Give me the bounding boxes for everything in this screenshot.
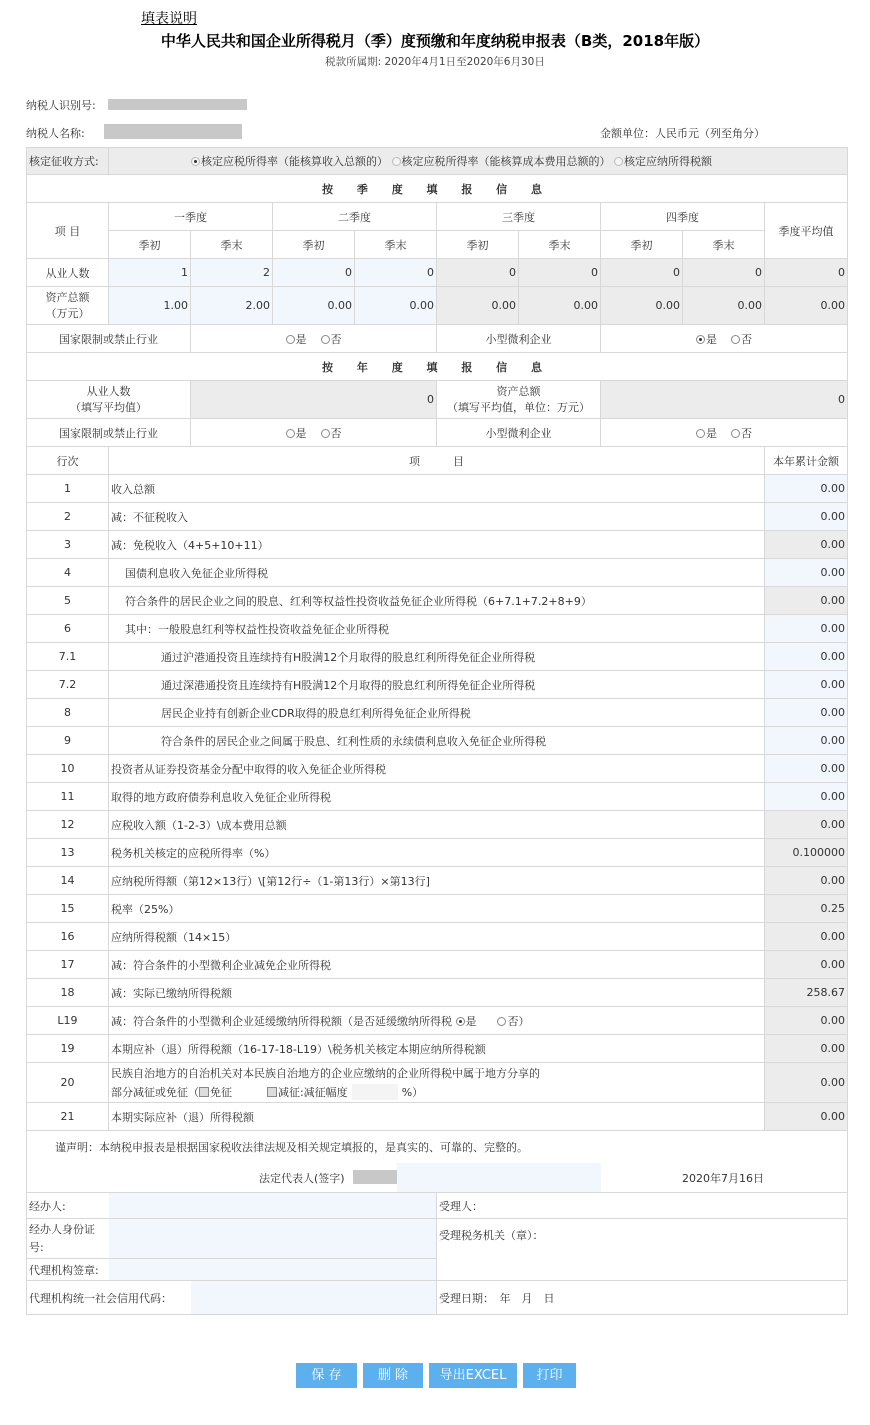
page-title: 中华人民共和国企业所得税月（季）度预缴和年度纳税申报表（B类，2018年版） — [160, 32, 710, 50]
row-amount: 0.00 — [765, 1063, 848, 1103]
table-row — [27, 783, 848, 811]
levy-method-options — [109, 148, 848, 175]
levy-method-label: 核定征收方式: — [27, 148, 109, 175]
table-row — [27, 503, 848, 531]
employees-label: 从业人数 — [27, 259, 109, 287]
q3-end-employees: 0 — [519, 259, 601, 287]
annual-employees-label: 从业人数 （填写平均值） — [27, 381, 191, 419]
row-text: 本期应补（退）所得税额（16-17-18-L19）\税务机关核定本期应纳所得税额 — [109, 1035, 765, 1063]
row-text: 减：实际已缴纳所得税额 — [109, 979, 765, 1007]
row-no: 9 — [27, 727, 109, 755]
row-text: 减：符合条件的小型微利企业延缓缴纳所得税额（是否延缓缴纳所得税 是 否） — [109, 1007, 765, 1035]
handler-id-label: 经办人身份证号: — [27, 1219, 109, 1259]
checkbox-icon — [267, 1087, 277, 1097]
table-row — [27, 1007, 848, 1035]
q3-header: 三季度 — [437, 203, 601, 231]
row-text: 减：免税收入（4+5+10+11） — [109, 531, 765, 559]
radio-icon — [696, 335, 705, 344]
q1-end-assets[interactable]: 2.00 — [191, 287, 273, 325]
annual-small-label: 小型微利企业 — [437, 419, 601, 447]
taxpayer-id-redacted — [108, 99, 247, 110]
row-text: 居民企业持有创新企业CDR取得的股息红利所得免征企业所得税 — [109, 699, 765, 727]
table-row — [27, 951, 848, 979]
row-text: 符合条件的居民企业之间的股息、红利等权益性投资收益免征企业所得税（6+7.1+7.2+8+9） — [109, 587, 765, 615]
currency-unit: 金额单位：人民币元（列至角分） — [600, 127, 765, 140]
table-row — [27, 895, 848, 923]
row-no: 3 — [27, 531, 109, 559]
table-row — [27, 867, 848, 895]
q2-start-assets[interactable]: 0.00 — [273, 287, 355, 325]
reduce-checkbox[interactable]: 减征:减征幅度 — [267, 1086, 348, 1099]
handler-id-input[interactable] — [109, 1219, 437, 1259]
row-amount[interactable]: 0.00 — [765, 503, 848, 531]
row-text: 减：不征税收入 — [109, 503, 765, 531]
table-row — [27, 475, 848, 503]
row-no: 11 — [27, 783, 109, 811]
receive-date-label: 受理日期： 年 月 日 — [437, 1281, 848, 1315]
q4-end-header: 季末 — [683, 231, 765, 259]
line-item-header: 项 目 — [109, 447, 765, 475]
agency-code-input[interactable] — [191, 1281, 437, 1315]
table-row — [27, 615, 848, 643]
radio-icon — [731, 335, 740, 344]
row-amount: 0.00 — [765, 867, 848, 895]
radio-icon — [497, 1017, 506, 1026]
radio-icon — [321, 429, 330, 438]
row-no: 16 — [27, 923, 109, 951]
taxpayer-id-label: 纳税人识别号: — [26, 99, 96, 112]
row-text: 应纳税所得额（第12×13行）\[第12行÷（1-第13行）×第13行] — [109, 867, 765, 895]
table-row — [27, 671, 848, 699]
q1-header: 一季度 — [109, 203, 273, 231]
row-text: 税务机关核定的应税所得率（%） — [109, 839, 765, 867]
radio-icon — [321, 335, 330, 344]
table-row — [27, 1035, 848, 1063]
assets-label: 资产总额 （万元） — [27, 287, 109, 325]
row-text: 应税收入额（1-2-3）\成本费用总额 — [109, 811, 765, 839]
row-no: 15 — [27, 895, 109, 923]
row-no: 17 — [27, 951, 109, 979]
table-row — [27, 755, 848, 783]
q1-start-assets[interactable]: 1.00 — [109, 287, 191, 325]
radio-icon — [696, 429, 705, 438]
levy-option-fixed-amount[interactable]: 核定应纳所得税额 — [614, 155, 712, 168]
handler-input[interactable] — [109, 1193, 437, 1219]
handler-label: 经办人: — [27, 1193, 109, 1219]
receiver-label: 受理人： — [437, 1193, 848, 1219]
row-no: 7.2 — [27, 671, 109, 699]
delete-button[interactable]: 删 除 — [363, 1363, 423, 1388]
row-amount: 0.00 — [765, 811, 848, 839]
row-amount: 0.00 — [765, 587, 848, 615]
q1-start-employees[interactable]: 1 — [109, 259, 191, 287]
table-row — [27, 923, 848, 951]
row-text: 国债利息收入免征企业所得税 — [109, 559, 765, 587]
row-no: 14 — [27, 867, 109, 895]
receiving-office-label: 受理税务机关（章）： — [437, 1219, 848, 1281]
annual-assets-value: 0 — [601, 381, 848, 419]
avg-header: 季度平均值 — [765, 203, 848, 259]
row-no: 1 — [27, 475, 109, 503]
quarter-section-title: 按 季 度 填 报 信 息 — [27, 175, 848, 203]
exempt-checkbox[interactable]: 免征 — [199, 1086, 232, 1099]
row-amount: 0.100000 — [765, 839, 848, 867]
row-amount: 0.00 — [765, 951, 848, 979]
reduce-percent-input[interactable] — [352, 1084, 398, 1100]
q3-end-header: 季末 — [519, 231, 601, 259]
row-no: 6 — [27, 615, 109, 643]
amount-header: 本年累计金额 — [765, 447, 848, 475]
q3-start-assets: 0.00 — [437, 287, 519, 325]
row-amount: 0.00 — [765, 923, 848, 951]
small-yes-radio[interactable]: 是 — [696, 333, 717, 346]
row-no: 19 — [27, 1035, 109, 1063]
annual-section-title: 按 年 度 填 报 信 息 — [27, 353, 848, 381]
row-no: L19 — [27, 1007, 109, 1035]
tax-return-table — [26, 147, 848, 1315]
row-text: 税率（25%） — [109, 895, 765, 923]
defer-yes-radio[interactable]: 是 — [456, 1015, 477, 1028]
q3-start-header: 季初 — [437, 231, 519, 259]
levy-option-income-rate[interactable]: 核定应税所得率（能核算收入总额的） — [191, 155, 388, 168]
q1-end-header: 季末 — [191, 231, 273, 259]
row-no: 8 — [27, 699, 109, 727]
taxpayer-name-redacted — [104, 124, 242, 139]
row-no-header: 行次 — [27, 447, 109, 475]
signature-row — [27, 1163, 848, 1193]
row-amount: 258.67 — [765, 979, 848, 1007]
row-amount[interactable]: 0.00 — [765, 727, 848, 755]
q4-end-employees: 0 — [683, 259, 765, 287]
row-text: 取得的地方政府债券利息收入免征企业所得税 — [109, 783, 765, 811]
avg-employees: 0 — [765, 259, 848, 287]
row-no: 4 — [27, 559, 109, 587]
agency-seal-input[interactable] — [109, 1259, 437, 1281]
annual-restricted-options — [191, 419, 437, 447]
annual-employees-value: 0 — [191, 381, 437, 419]
restricted-industry-label: 国家限制或禁止行业 — [27, 325, 191, 353]
table-row — [27, 643, 848, 671]
annual-small-options — [601, 419, 848, 447]
table-row — [27, 727, 848, 755]
defer-no-radio[interactable]: 否） — [497, 1015, 529, 1028]
row-no: 7.1 — [27, 643, 109, 671]
row-text: 投资者从证券投资基金分配中取得的收入免征企业所得税 — [109, 755, 765, 783]
row-text: 通过沪港通投资且连续持有H股满12个月取得的股息红利所得免征企业所得税 — [109, 643, 765, 671]
annual-restricted-label: 国家限制或禁止行业 — [27, 419, 191, 447]
row-amount: 0.00 — [765, 531, 848, 559]
q4-start-header: 季初 — [601, 231, 683, 259]
q2-start-employees[interactable]: 0 — [273, 259, 355, 287]
q3-end-assets: 0.00 — [519, 287, 601, 325]
item-header: 项 目 — [27, 203, 109, 259]
row-no: 13 — [27, 839, 109, 867]
restricted-no-radio[interactable]: 否 — [321, 333, 342, 346]
row-no: 20 — [27, 1063, 109, 1103]
table-row — [27, 559, 848, 587]
radio-icon — [731, 429, 740, 438]
row-text: 民族自治地方的自治机关对本民族自治地方的企业应缴纳的企业所得税中属于地方分享的 部分减征或免征（ 免征 减征:减征幅度 %） — [109, 1063, 765, 1103]
radio-icon — [614, 157, 623, 166]
table-row — [27, 1063, 848, 1103]
row-text: 符合条件的居民企业之间属于股息、红利性质的永续债利息收入免征企业所得税 — [109, 727, 765, 755]
table-row — [27, 811, 848, 839]
small-no-radio[interactable]: 否 — [731, 333, 752, 346]
restricted-industry-options — [191, 325, 437, 353]
radio-icon — [286, 335, 295, 344]
tax-period: 税款所属期: 2020年4月1日至2020年6月30日 — [325, 56, 545, 68]
row-amount: 0.25 — [765, 895, 848, 923]
q1-end-employees[interactable]: 2 — [191, 259, 273, 287]
declaration: 谨声明：本纳税申报表是根据国家税收法律法规及相关规定填报的，是真实的、可靠的、完整的。 — [27, 1131, 848, 1163]
table-row — [27, 587, 848, 615]
annual-small-yes-radio[interactable]: 是 — [696, 427, 717, 440]
row-text: 通过深港通投资且连续持有H股满12个月取得的股息红利所得免征企业所得税 — [109, 671, 765, 699]
row-text: 其中：一般股息红利等权益性投资收益免征企业所得税 — [109, 615, 765, 643]
restricted-yes-radio[interactable]: 是 — [286, 333, 307, 346]
table-row — [27, 979, 848, 1007]
row-no: 12 — [27, 811, 109, 839]
radio-icon — [191, 157, 200, 166]
row-amount[interactable]: 0.00 — [765, 783, 848, 811]
annual-assets-label: 资产总额 （填写平均值，单位：万元） — [437, 381, 601, 419]
legal-rep-signature-redacted — [353, 1170, 397, 1184]
print-button[interactable]: 打印 — [523, 1363, 576, 1388]
row-no: 21 — [27, 1103, 109, 1131]
avg-assets: 0.00 — [765, 287, 848, 325]
row-no: 18 — [27, 979, 109, 1007]
levy-option-cost-rate[interactable]: 核定应税所得率（能核算成本费用总额的） — [392, 155, 611, 168]
row-text: 减：符合条件的小型微利企业减免企业所得税 — [109, 951, 765, 979]
row-amount[interactable]: 0.00 — [765, 559, 848, 587]
q1-start-header: 季初 — [109, 231, 191, 259]
row-amount[interactable]: 0.00 — [765, 755, 848, 783]
row-amount[interactable]: 0.00 — [765, 671, 848, 699]
small-enterprise-label: 小型微利企业 — [437, 325, 601, 353]
row-no: 5 — [27, 587, 109, 615]
annual-small-no-radio[interactable]: 否 — [731, 427, 752, 440]
radio-icon — [286, 429, 295, 438]
q4-end-assets: 0.00 — [683, 287, 765, 325]
annual-restricted-yes-radio[interactable]: 是 — [286, 427, 307, 440]
save-button[interactable]: 保 存 — [296, 1363, 357, 1388]
small-enterprise-options — [601, 325, 848, 353]
row-amount: 0.00 — [765, 1007, 848, 1035]
table-row — [27, 699, 848, 727]
row-text: 应纳所得税额（14×15） — [109, 923, 765, 951]
export-excel-button[interactable]: 导出EXCEL — [429, 1363, 517, 1388]
table-row — [27, 531, 848, 559]
row-amount: 0.00 — [765, 1035, 848, 1063]
radio-icon — [392, 157, 401, 166]
q4-start-employees: 0 — [601, 259, 683, 287]
q2-header: 二季度 — [273, 203, 437, 231]
row-amount[interactable]: 0.00 — [765, 475, 848, 503]
q2-end-assets[interactable]: 0.00 — [355, 287, 437, 325]
radio-icon — [456, 1017, 465, 1026]
agency-code-label: 代理机构统一社会信用代码： — [27, 1281, 191, 1315]
q4-header: 四季度 — [601, 203, 765, 231]
row-amount[interactable]: 0.00 — [765, 643, 848, 671]
row-text: 收入总额 — [109, 475, 765, 503]
table-row — [27, 839, 848, 867]
checkbox-icon — [199, 1087, 209, 1097]
annual-restricted-no-radio[interactable]: 否 — [321, 427, 342, 440]
agency-seal-label: 代理机构签章: — [27, 1259, 109, 1281]
row-amount: 0.00 — [765, 1103, 848, 1131]
row-amount[interactable]: 0.00 — [765, 699, 848, 727]
taxpayer-name-label: 纳税人名称: — [26, 127, 85, 140]
q2-start-header: 季初 — [273, 231, 355, 259]
q3-start-employees: 0 — [437, 259, 519, 287]
legal-rep-label: 法定代表人(签字) — [259, 1171, 345, 1185]
row-text: 本期实际应补（退）所得税额 — [109, 1103, 765, 1131]
help-link[interactable]: 填表说明 — [141, 11, 197, 27]
row-no: 2 — [27, 503, 109, 531]
q2-end-header: 季末 — [355, 231, 437, 259]
q2-end-employees[interactable]: 0 — [355, 259, 437, 287]
legal-rep-input[interactable] — [397, 1163, 601, 1192]
row-no: 10 — [27, 755, 109, 783]
row-amount[interactable]: 0.00 — [765, 615, 848, 643]
signature-date: 2020年7月16日 — [682, 1171, 764, 1185]
q4-start-assets: 0.00 — [601, 287, 683, 325]
table-row — [27, 1103, 848, 1131]
